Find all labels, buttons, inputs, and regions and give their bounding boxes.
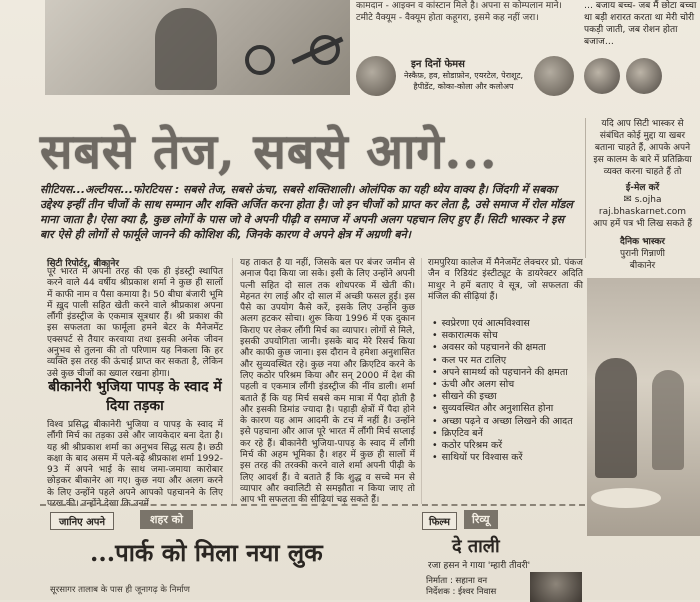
famous-title: इन दिनों फेमस bbox=[411, 59, 465, 70]
list-item: • अच्छा पढ़ने व अच्छा लिखने की आदत bbox=[432, 416, 582, 428]
list-item: • सीखने की इच्छा bbox=[432, 391, 582, 403]
famous-list: नेस्कैफ़, हव, सोडाफ़ोन, एयरटेल, पेराशूट, हैपीडेंट, कोका-कोला और कलोअप bbox=[403, 71, 524, 91]
list-item: • स्वप्रेरणा एवं आत्मविश्वास bbox=[432, 318, 582, 330]
contact-sidebar bbox=[585, 118, 695, 271]
list-item: • सुव्यवस्थित और अनुशासित होना bbox=[432, 403, 582, 415]
list-item: • क्रिएटिव बनें bbox=[432, 428, 582, 440]
film-still-photo bbox=[530, 572, 582, 602]
film-review-section bbox=[422, 504, 585, 600]
headline: सबसे तेज, सबसे आगे... bbox=[40, 124, 498, 180]
film-subtitle: रजा हसन ने गाया 'म्हारी तीवरी' bbox=[428, 561, 531, 571]
email-line-1: s.ojha bbox=[634, 195, 662, 205]
list-item: • अपने सामर्थ्य को पहचानने की क्षमता bbox=[432, 367, 582, 379]
list-item: • ऊंची और अलग सोच bbox=[432, 379, 582, 391]
top-mid-text: कामदान - आइक्न व कांस्टान मिले है। अपना स कोम्पलान माने। टमीटे वैक्यूम - वैक्यूम होता कहूगरा, इसमे कह नहीं जरा। bbox=[356, 1, 562, 23]
photo-figure bbox=[155, 8, 217, 90]
sidebar-sign-1: दैनिक भास्कर bbox=[620, 237, 665, 247]
photo-person bbox=[652, 370, 684, 470]
top-right-text: … बजाय बच्च- जब मैं छोटा बच्चा था बड़ी शरारत करता था मेरी चोरी पकड़ी जाती, जब रोशन होता बजाज… bbox=[584, 1, 697, 47]
film-credit-director: निर्देशक : ईश्वर निवास bbox=[426, 587, 497, 597]
face-photo bbox=[584, 58, 620, 94]
list-item: • साथियों पर विश्वास करें bbox=[432, 452, 582, 464]
subhead: बीकानेरी भुजिया पापड़ के स्वाद में दिया तड़का bbox=[48, 379, 222, 414]
email-line-2[interactable]: raj.bhaskarnet.com bbox=[598, 207, 687, 217]
famous-box bbox=[356, 52, 576, 100]
film-credits bbox=[426, 576, 496, 598]
photo-person bbox=[595, 358, 637, 478]
top-right-text-block bbox=[584, 0, 698, 100]
list-item: • कठोर परिश्रम करें bbox=[432, 440, 582, 452]
bicycle-wheel bbox=[245, 45, 275, 75]
film-title: दे ताली bbox=[452, 536, 500, 557]
article-column-1: पूरे भारत में अपनी तरह की एक ही इंडस्ट्री स्थापित करने वाले 44 वर्षीय श्रीप्रकाश शर्मा ने कुछ ही सालों में काफी नाम व पैसा कमाया है। 50 बीघा बंजारी भूमि में ख़ुद पाली सहित खेती करने वाले श्रीप्रकाश अपना लौंगी इंडस्ट्रीज के एकमात्र सूत्रधार हैं। श्री प्रकाश की इस सफलता का फार्मूला हमने बेटर के मैनेजमेंट एक्सपर्ट से तैयार करवाया तथा इसकी अनेक जीवन अनुभव से तुलना की तो परिणाम यह निकला कि हर व्यक्ति इस तरह की ऊंचाई प्राप्त कर सकता है, लेकिन उसे कुछ चीजों का ख्याल रखना होगा। bbox=[47, 267, 223, 379]
success-tips-list bbox=[432, 318, 582, 508]
face-photo bbox=[626, 58, 662, 94]
face-photo bbox=[534, 56, 574, 96]
sidebar-sign-2: पुरानी गिन्नाणी bbox=[619, 249, 665, 259]
know-your-city-section bbox=[40, 504, 418, 600]
section-tag-city: शहर को bbox=[140, 510, 193, 529]
face-photo bbox=[356, 56, 396, 96]
sidebar-letter-note: आप हमें पत्र भी लिख सकते हैं bbox=[592, 219, 693, 229]
email-label: ई-मेल करें bbox=[625, 183, 660, 193]
top-right-photos bbox=[584, 58, 694, 100]
byline: सिटी रिपोर्टर, बीकानेर bbox=[47, 259, 120, 269]
film-credit-producer: निर्माता : सहाना वन bbox=[426, 576, 488, 586]
review-tag: रिव्यू bbox=[464, 510, 498, 529]
list-item: • सकारात्मक सोच bbox=[432, 330, 582, 342]
list-item: • कल पर मत टालिए bbox=[432, 355, 582, 367]
section-tag: जानिए अपने bbox=[50, 512, 114, 530]
sidebar-text: यदि आप सिटी भास्कर से संबंधित कोई मुद्दा या खबर बताना चाहते हैं, आपके अपने इस कालम के बारे में प्रतिक्रिया व्यक्त करना चाहते हैं तो bbox=[593, 119, 692, 177]
article-column-2: यह ताकत है या नहीं, जिसके बल पर बंजर जमीन से अनाज पैदा किया जा सके। इसी के लिए उन्होंने अपनी पत्नी सहित दो साल तक शोधपरक में खेती की। मेहनत रंग लाई और दो साल में अच्छी फसल हुई। इस पैसे का उपयोग कैसे करें, इसके लिए उन्होंने कुछ अलग हटकर सोचा। शुरू किया 1996 में एक दुकान किराए पर लेकर लौंगी मिर्च का व्यापार। लोगों से मिले, इसकी उपयोगिता जानी। इसके बाद मेरे रिसर्च किया और काफी कुछ जाना। इस दौरान वे हमेशा अनुशासित और सुव्यवस्थित रहे। कुछ नया और क्रिएटिव करने के लिए कठोर परिश्रम किया और सन् 2000 में देश की पहली व एकमात्र लौंगी इंडस्ट्रीज की नींव डाली। शर्मा बताते हैं कि यह मिर्च सबसे कम मात्रा में पैदा होती है और इसकी डिमांड ज्यादा है। पहाड़ी क्षेत्रों में पैदा होने के कारण यह आम आदमी के टच में नहीं है। उन्होंने इसे पहचाना और आज पूरे भारत में लौंगी मिर्च सप्लाई कर रहे हैं। बीकानेरी भुजिया-पापड़ के स्वाद में लौंगी मिर्च की अहम भूमिका है। शहर में कुछ ही सालों में इस तरह की तरक्की करने वाले शर्मा अपनी पीढ़ी के लिए आदर्श हैं। वे बताते हैं कि शुद्ध व सच्चे मन से व्यापार और क्वालिटी से समझौता न किया जाए तो आप भी सफलता की सीढ़ियां चढ़ सकते हैं। bbox=[240, 258, 415, 506]
film-tag: फिल्म bbox=[422, 512, 457, 530]
article-photo bbox=[587, 278, 700, 536]
bottom-headline: ...पार्क को मिला नया लुक bbox=[90, 538, 323, 567]
column-divider bbox=[421, 258, 422, 504]
column-divider bbox=[232, 258, 233, 504]
photo-plate bbox=[591, 488, 661, 508]
email-address[interactable] bbox=[590, 194, 695, 206]
envelope-icon: ✉ bbox=[623, 194, 632, 205]
list-item: • अवसर को पहचानने की क्षमता bbox=[432, 342, 582, 354]
deck-intro: सीटियस...अल्टीयस...फोरटियस : सबसे तेज, सबसे ऊंचा, सबसे शक्तिशाली। ओलंपिक का यही ध्येय वाक्य है। जिंदगी में सबका उद्देश्य इन्हीं तीन चीजों के साथ सम्मान और शक्ति अर्जित करना होता है। जो इन चीजों को प्राप्त कर लेता है, उसे समाज में रोल मॉडल माना जाता है। ऐसा क्या है, कुछ लोगों के पास जो वे अपनी पीढ़ी व समाज में अपनी अलग पहचान लिए हुए हैं। सिटी भास्कर ने इस बार ऐसे ही लोगों से फार्मूले जानने की कोशिश की, जिनके कारण वे अपने क्षेत्र में अग्रणी बने। bbox=[40, 183, 573, 241]
sidebar-sign-3: बीकानेर bbox=[629, 261, 656, 271]
article-column-1b: विश्व प्रसिद्ध बीकानेरी भुजिया व पापड़ के स्वाद में लौंगी मिर्च का तड़का उसे और जायकेदार बना देता है। यह श्री श्रीप्रकाश शर्मा का अनुभव सिद्ध सत्य है। छठी कक्षा के बाद असम में पले-बढ़े श्रीप्रकाश शर्मा 1992-93 में अपने भाई के साथ जमा-जमाया कारोबार छोड़कर बीकानेर आ गए। कुछ नया और अलग करने के लिए उन्होंने पहले अपने आपको पहचानने के लिए परख की। उन्होंने देखा कि उनमें bbox=[47, 420, 223, 510]
article-column-3: रामपुरिया कालेज में मैनेजमेंट लेक्चरर प्रो. पंकज जैन व रिडियंट इंस्टीट्यूट के डायरेक्टर अदिति माथुर ने हमें बताए वे सूत्र, जो सफलता की मंजिल की सीढ़ियां हैं। bbox=[428, 258, 583, 302]
top-strip bbox=[0, 0, 700, 108]
bottom-caption: सूरसागर तालाब के पास ही जूनागढ़ के निर्माण bbox=[50, 585, 190, 595]
top-photo bbox=[45, 0, 350, 95]
